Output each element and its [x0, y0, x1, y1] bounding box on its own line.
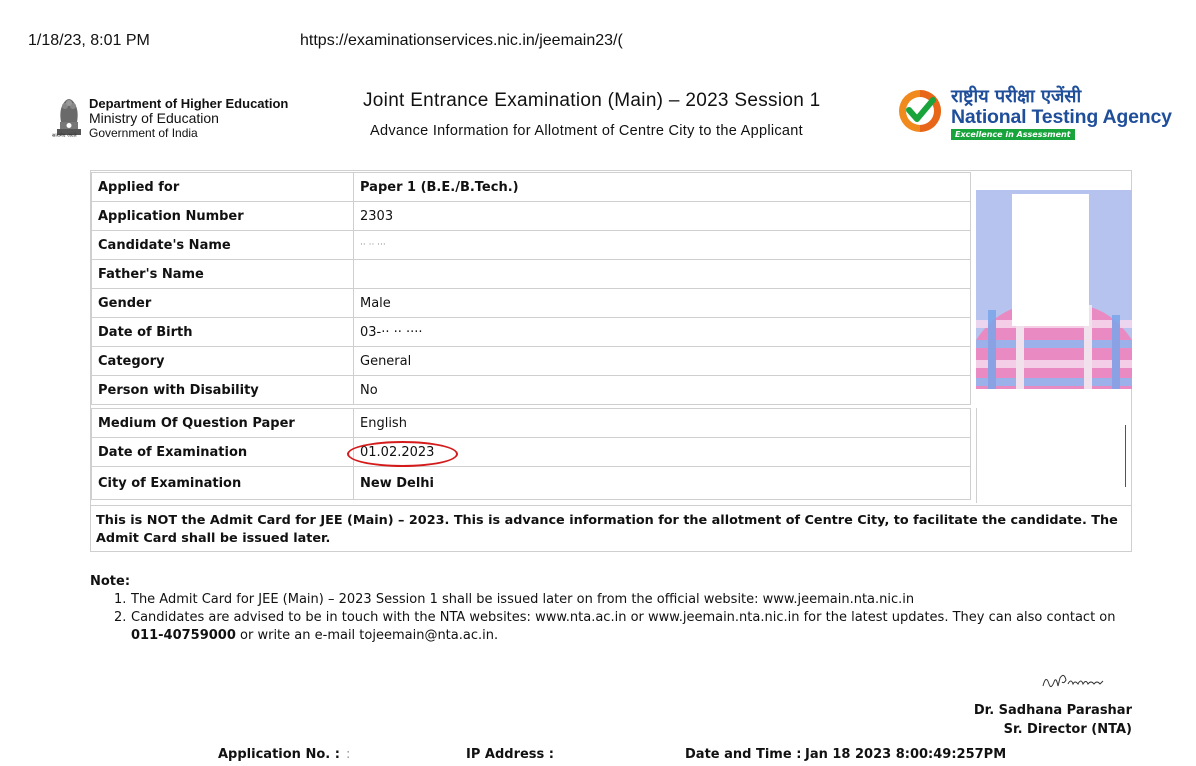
value-candidate-name: ·· ·· ··· [354, 231, 971, 260]
value-medium: English [354, 409, 971, 438]
value-exam-city: New Delhi [354, 467, 971, 500]
signatory-designation: Sr. Director (NTA) [1003, 722, 1132, 737]
print-datetime: 1/18/23, 8:01 PM [28, 32, 150, 49]
photo-cell [976, 408, 1133, 503]
table-row [92, 347, 971, 376]
department-name: Department of Higher Education [89, 96, 289, 111]
footer-datetime-value: Jan 18 2023 8:00:49:257PM [805, 747, 1007, 762]
label-application-number: Application Number [92, 202, 354, 231]
value-exam-date: 01.02.2023 [354, 438, 971, 467]
label-date-of-birth: Date of Birth [92, 318, 354, 347]
label-candidate-name: Candidate's Name [92, 231, 354, 260]
label-category: Category [92, 347, 354, 376]
exam-details-table [91, 408, 971, 500]
ministry-name: Ministry of Education [89, 110, 219, 126]
note-text-part: or write an e-mail tojeemain@nta.ac.in. [235, 628, 499, 643]
label-applied-for: Applied for [92, 173, 354, 202]
signature-image [1040, 668, 1106, 694]
footer-ip-label: IP Address : [466, 747, 554, 762]
label-medium: Medium Of Question Paper [92, 409, 354, 438]
national-emblem-icon [54, 95, 84, 137]
page-url: https://examinationservices.nic.in/jeemain23/( [300, 32, 623, 49]
note-number: 2. [114, 610, 127, 625]
admit-card-notice: This is NOT the Admit Card for JEE (Main) – 2023. This is advance information for the allotment of Centre City, to facilitate the candidate. The Admit Card shall be issued later. [91, 505, 1131, 554]
note-number: 1. [114, 592, 127, 607]
value-pwd: No [354, 376, 971, 405]
emblem-caption: सत्यमेव जयते [52, 133, 77, 139]
government-name: Government of India [89, 126, 198, 140]
table-row [92, 318, 971, 347]
helpline-number: 011-40759000 [131, 628, 236, 643]
table-row [92, 289, 971, 318]
footer-application-label: Application No. : [218, 747, 340, 762]
signatory-block [960, 701, 1132, 739]
table-row [92, 438, 971, 467]
label-exam-city: City of Examination [92, 467, 354, 500]
list-item [114, 591, 1134, 609]
table-row [92, 376, 971, 405]
label-exam-date: Date of Examination [92, 438, 354, 467]
table-row [92, 467, 971, 500]
footer-datetime-label: Date and Time : [685, 747, 802, 762]
page-title: Joint Entrance Examination (Main) – 2023 Session 1 [363, 90, 821, 111]
candidate-photo [976, 190, 1132, 389]
label-father-name: Father's Name [92, 260, 354, 289]
table-row [92, 202, 971, 231]
nta-hindi-name: राष्ट्रीय परीक्षा एजेंसी [951, 86, 1082, 107]
notes-list [114, 591, 1134, 645]
note-text [131, 609, 1134, 645]
note-heading: Note: [90, 574, 131, 589]
candidate-details-table [91, 172, 971, 405]
value-application-number: 2303 [354, 202, 971, 231]
nta-logo-icon [897, 88, 943, 134]
value-father-name [354, 260, 971, 289]
label-pwd: Person with Disability [92, 376, 354, 405]
table-row [92, 409, 971, 438]
department-block [89, 96, 288, 141]
note-text-part: Candidates are advised to be in touch with the NTA websites: www.nta.ac.in or www.jeemain.nta.nic.in for the latest updates. They can also contact on [131, 610, 1116, 625]
list-item [114, 609, 1134, 645]
table-row [92, 173, 971, 202]
page-subtitle: Advance Information for Allotment of Centre City to the Applicant [370, 123, 803, 139]
signatory-name: Dr. Sadhana Parashar [973, 703, 1132, 718]
nta-english-name: National Testing Agency [951, 106, 1172, 128]
table-row [92, 231, 971, 260]
value-category: General [354, 347, 971, 376]
value-date-of-birth: 03-·· ·· ···· [354, 318, 971, 347]
exam-date-highlight-circle [347, 441, 458, 467]
footer-application-value: : [346, 747, 351, 762]
value-applied-for: Paper 1 (B.E./B.Tech.) [354, 173, 971, 202]
label-gender: Gender [92, 289, 354, 318]
value-gender: Male [354, 289, 971, 318]
note-text: The Admit Card for JEE (Main) – 2023 Session 1 shall be issued later on from the official website: www.jeemain.nta.nic.in [131, 592, 915, 607]
nta-tagline: Excellence in Assessment [951, 129, 1075, 140]
table-row [92, 260, 971, 289]
divider [1125, 425, 1126, 487]
